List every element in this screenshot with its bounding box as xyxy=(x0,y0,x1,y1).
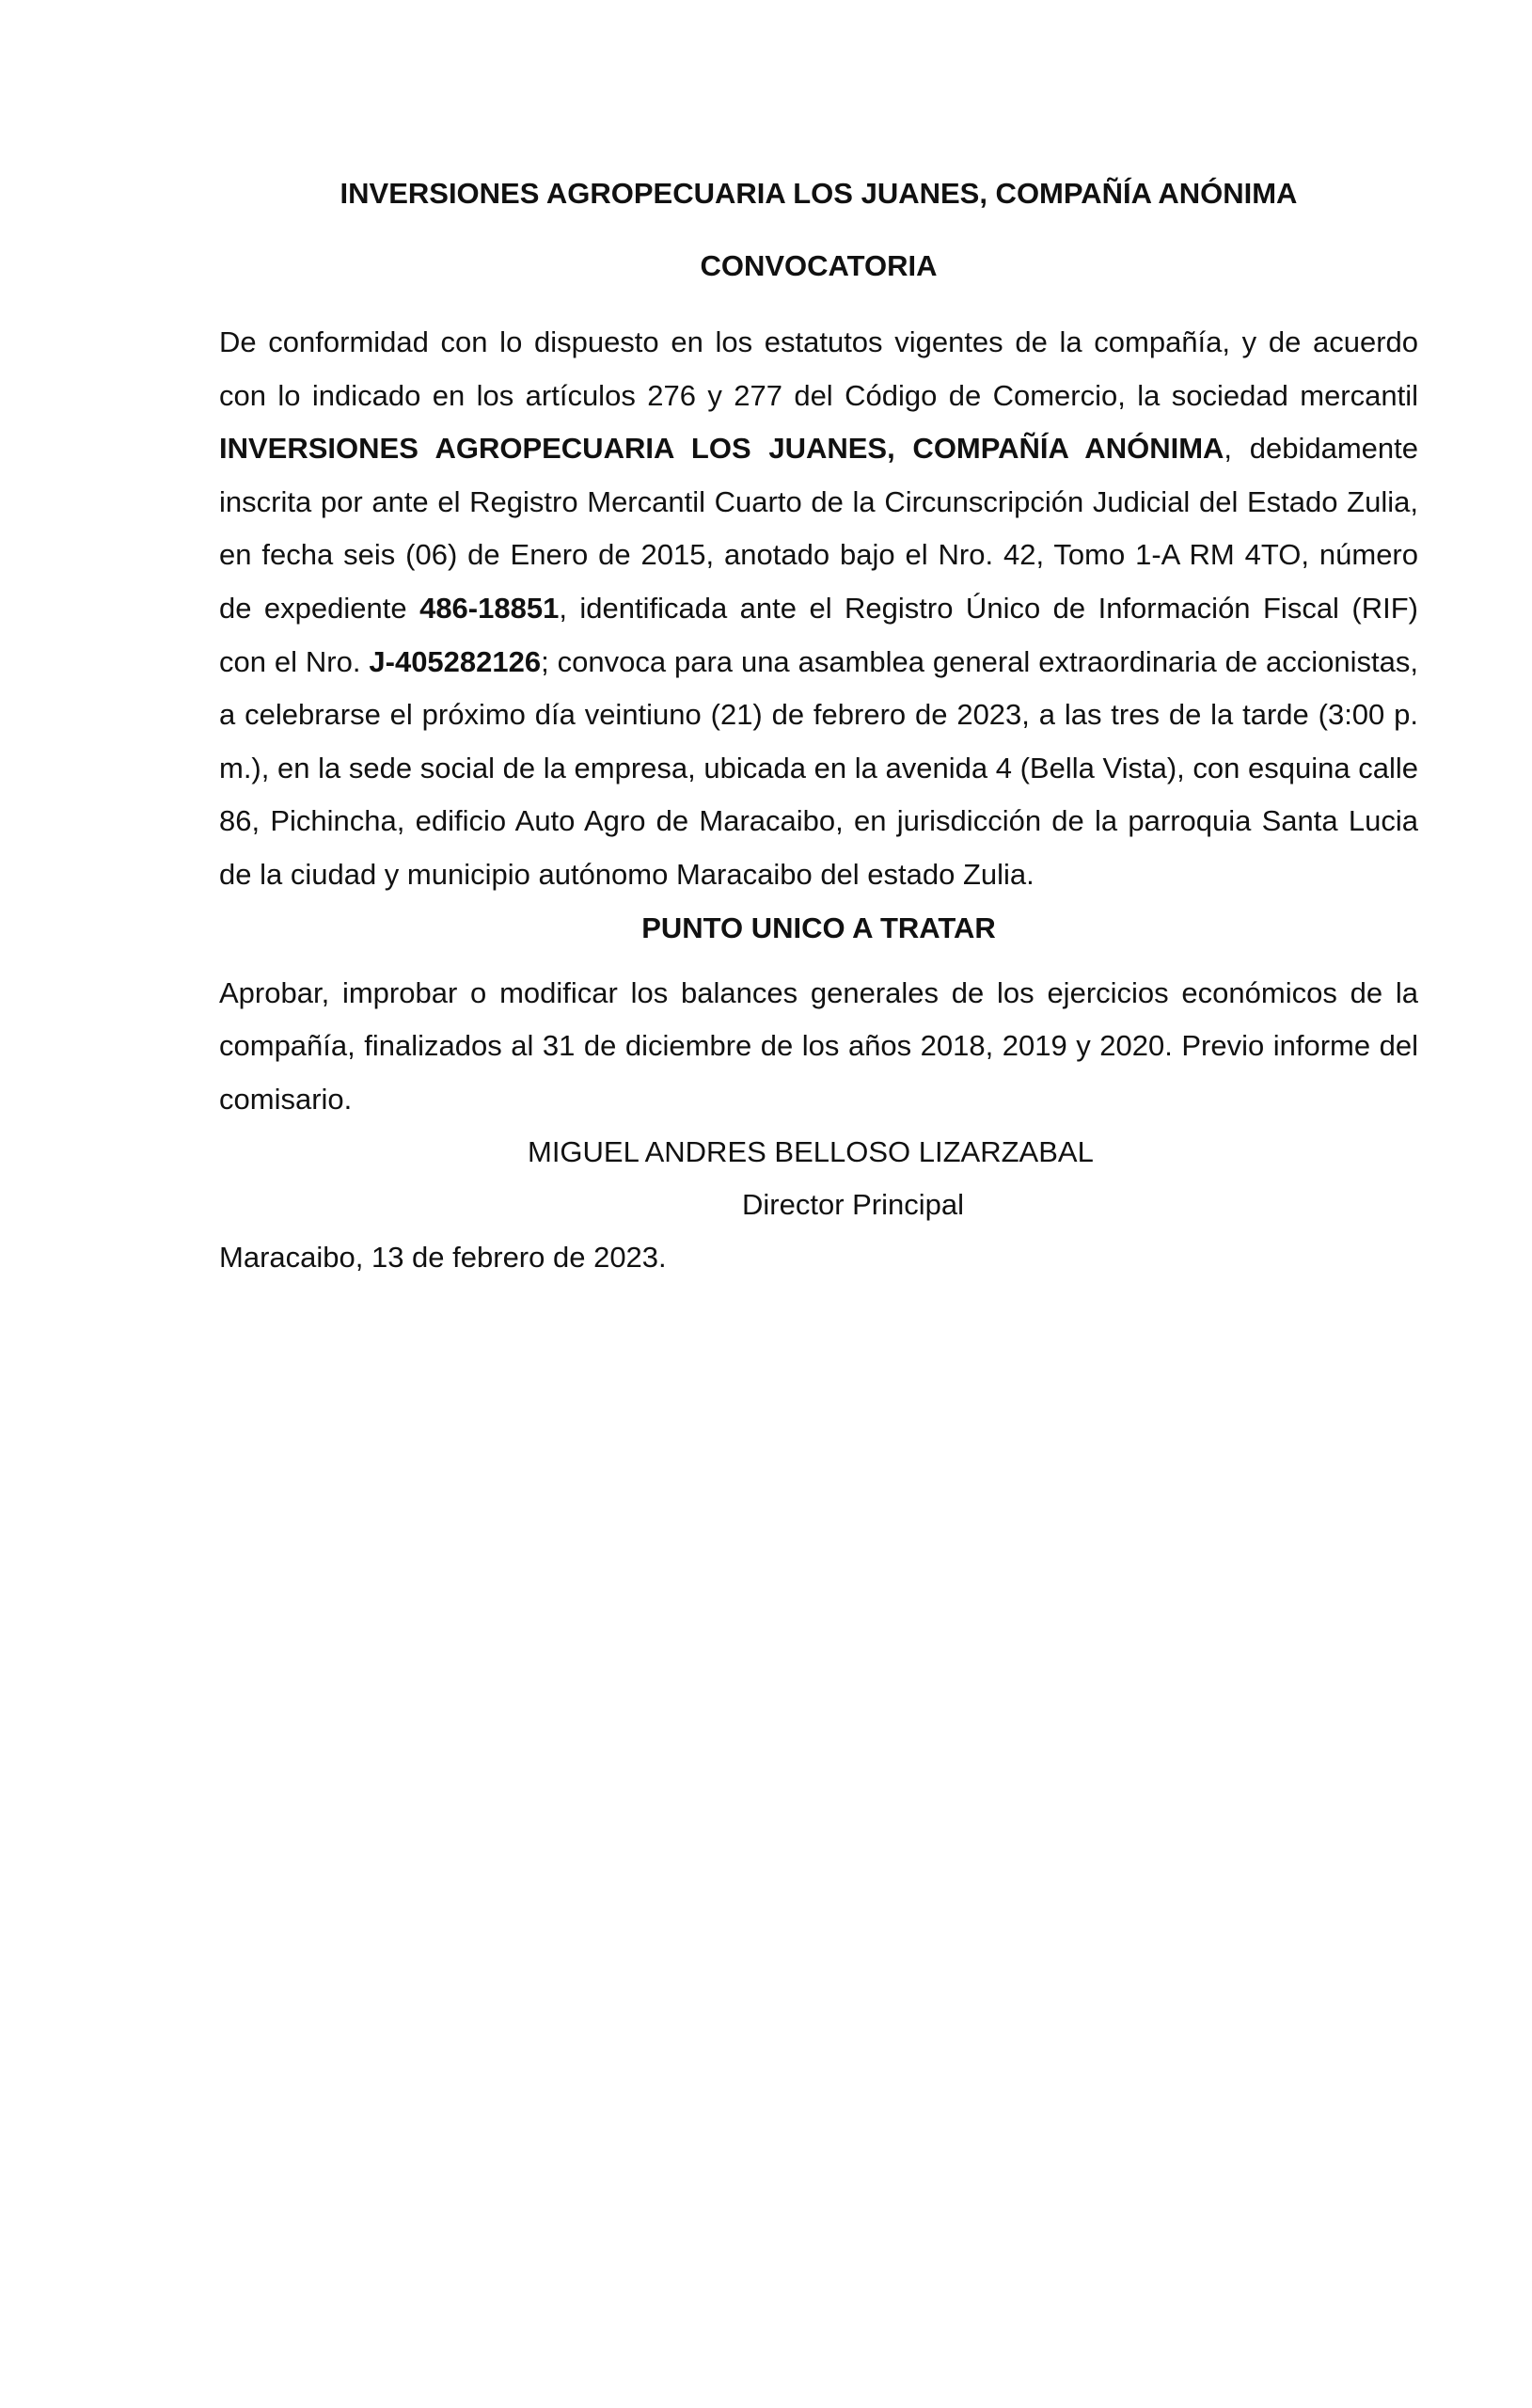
agenda-paragraph: Aprobar, improbar o modificar los balances generales de los ejercicios económicos de la compañía, finalizados al 31 de diciembre de los años 2018, 2019 y 2020. Previo informe del comisario. xyxy=(219,975,1418,1116)
document-page xyxy=(219,175,1418,1284)
intro-company-name: INVERSIONES AGROPECUARIA LOS JUANES, COMPAÑÍA ANÓNIMA xyxy=(219,432,1224,466)
intro-text-2: , debidamente inscrita por ante el Registro Mercantil Cuarto de la Circunscripción Judicial del Estado Zulia, en fecha seis (06) de Enero de 2015, anotado bajo el Nro. 42, Tomo 1-A RM 4TO, número de expediente xyxy=(219,432,1418,625)
file-number: 486-18851 xyxy=(419,591,560,625)
agenda-heading: PUNTO UNICO A TRATAR xyxy=(641,911,996,944)
place-date: Maracaibo, 13 de febrero de 2023. xyxy=(219,1241,667,1275)
intro-text-1: De conformidad con lo dispuesto en los estatutos vigentes de la compañía, y de acuerdo con lo indicado en los artículos 276 y 277 del Código de Comercio, la sociedad mercantil xyxy=(219,325,1418,412)
signer-name: MIGUEL ANDRES BELLOSO LIZARZABAL xyxy=(528,1135,1094,1169)
intro-text-3: , identificada ante el Registro Único de Información Fiscal (RIF) con el Nro. xyxy=(219,591,1418,678)
intro-paragraph xyxy=(219,316,1418,902)
rif-number: J-405282126 xyxy=(369,644,542,678)
signer-role: Director Principal xyxy=(742,1188,965,1222)
company-title: INVERSIONES AGROPECUARIA LOS JUANES, COMPAÑÍA ANÓNIMA xyxy=(340,177,1298,210)
intro-text-4: ; convoca para una asamblea general extraordinaria de accionistas, a celebrarse el próximo día veintiuno (21) de febrero de 2023, a las tres de la tarde (3:00 p. m.), en la sede social de la empresa, ubicada en la avenida 4 (Bella Vista), con esquina calle 86, Pichincha, edificio Auto Agro de Maracaibo, en jurisdicción de la parroquia Santa Lucia de la ciudad y municipio autónomo Maracaibo del estado Zulia. xyxy=(219,644,1419,891)
notice-title: CONVOCATORIA xyxy=(700,249,938,282)
